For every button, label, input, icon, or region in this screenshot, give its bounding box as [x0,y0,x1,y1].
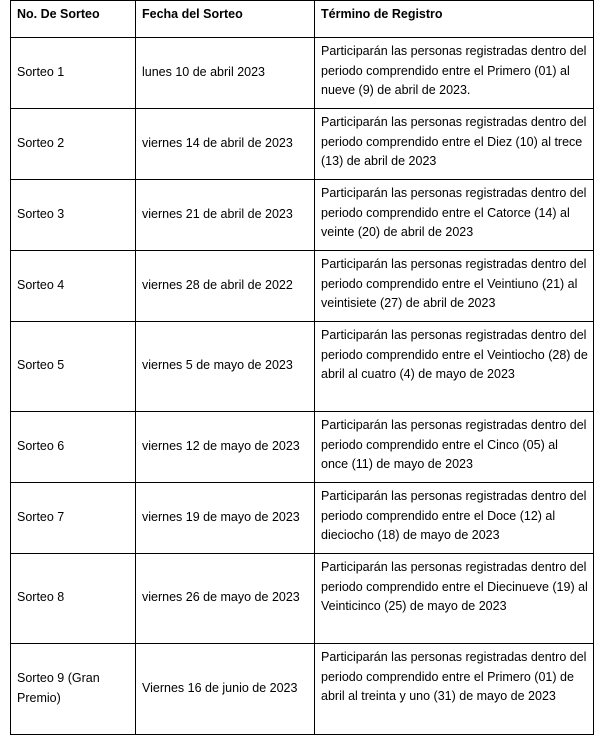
table-row [11,38,594,109]
fecha-cell: viernes 12 de mayo de 2023 [136,412,315,483]
table-row [11,644,594,735]
table-row [11,322,594,412]
header-row [11,1,594,38]
table-row [11,554,594,644]
fecha-cell: viernes 5 de mayo de 2023 [136,322,315,412]
table-row [11,412,594,483]
sorteo-cell: Sorteo 8 [11,554,136,644]
sorteo-cell: Sorteo 9 (Gran Premio) [11,644,136,735]
table-row [11,483,594,554]
fecha-cell: viernes 26 de mayo de 2023 [136,554,315,644]
fecha-cell: viernes 19 de mayo de 2023 [136,483,315,554]
termino-cell: Participarán las personas registradas dentro del periodo comprendido entre el Veintiocho (28) de abril al cuatro (4) de mayo de 2023 [315,322,594,412]
termino-cell: Participarán las personas registradas dentro del periodo comprendido entre el Catorce (14) al veinte (20) de abril de 2023 [315,180,594,251]
termino-cell: Participarán las personas registradas dentro del periodo comprendido entre el Primero (01) al nueve (9) de abril de 2023. [315,38,594,109]
termino-cell: Participarán las personas registradas dentro del periodo comprendido entre el Diecinueve (19) al Veinticinco (25) de mayo de 2023 [315,554,594,644]
fecha-cell: viernes 14 de abril de 2023 [136,109,315,180]
sorteos-table [10,0,594,735]
header-fecha-sorteo: Fecha del Sorteo [136,1,315,38]
sorteo-cell: Sorteo 5 [11,322,136,412]
fecha-cell: viernes 28 de abril de 2022 [136,251,315,322]
termino-cell: Participarán las personas registradas dentro del periodo comprendido entre el Cinco (05) al once (11) de mayo de 2023 [315,412,594,483]
fecha-cell: lunes 10 de abril 2023 [136,38,315,109]
sorteo-cell: Sorteo 7 [11,483,136,554]
table-row [11,251,594,322]
table-row [11,109,594,180]
sorteo-cell: Sorteo 6 [11,412,136,483]
fecha-cell: viernes 21 de abril de 2023 [136,180,315,251]
fecha-cell: Viernes 16 de junio de 2023 [136,644,315,735]
header-no-sorteo: No. De Sorteo [11,1,136,38]
sorteo-cell: Sorteo 1 [11,38,136,109]
termino-cell: Participarán las personas registradas dentro del periodo comprendido entre el Diez (10) al trece (13) de abril de 2023 [315,109,594,180]
table-row [11,180,594,251]
termino-cell: Participarán las personas registradas dentro del periodo comprendido entre el Primero (01) de abril al treinta y uno (31) de mayo de 2023 [315,644,594,735]
sorteo-cell: Sorteo 2 [11,109,136,180]
termino-cell: Participarán las personas registradas dentro del periodo comprendido entre el Doce (12) al dieciocho (18) de mayo de 2023 [315,483,594,554]
sorteo-cell: Sorteo 3 [11,180,136,251]
sorteo-cell: Sorteo 4 [11,251,136,322]
header-termino-registro: Término de Registro [315,1,594,38]
termino-cell: Participarán las personas registradas dentro del periodo comprendido entre el Veintiuno (21) al veintisiete (27) de abril de 2023 [315,251,594,322]
